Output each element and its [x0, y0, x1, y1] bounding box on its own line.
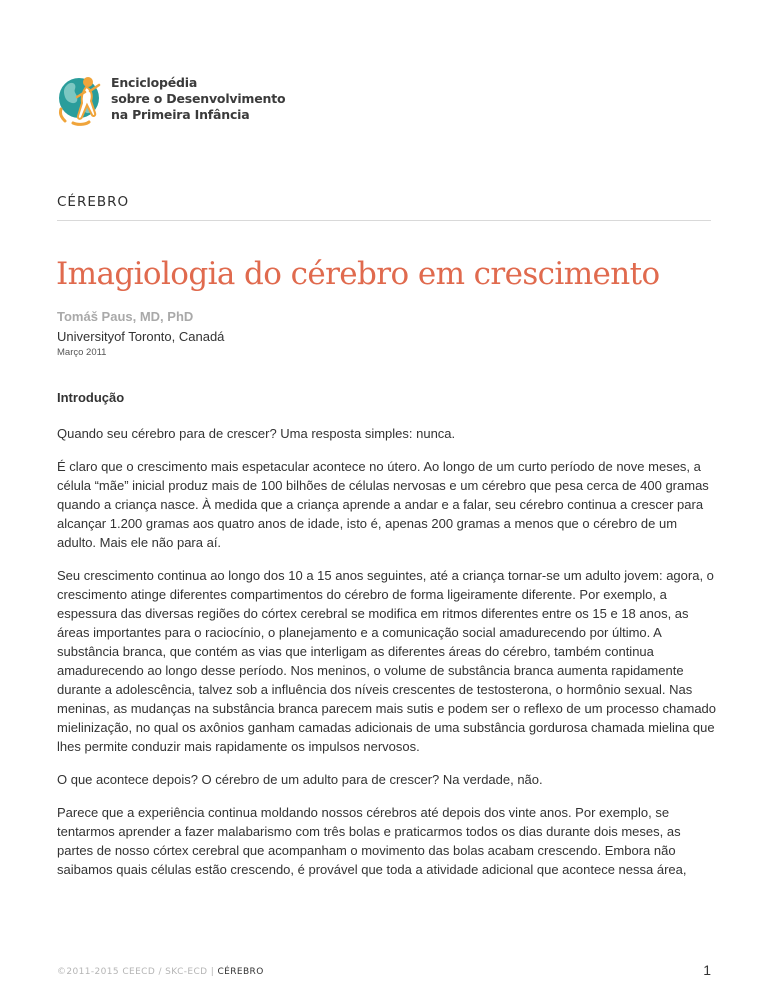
paragraph: É claro que o crescimento mais espetacular acontece no útero. Ao longo de um curto período de nove meses, a célula “mãe” inicial produz mais de 100 bilhões de células nervosas e um cérebro que pesa cerca de 400 gramas quando a criança nasce. À medida que a criança aprende a andar e a falar, seu cérebro continua a crescer para alcançar 1.200 gramas aos quatro anos de idade, isto é, apenas 200 gramas a menos que o cérebro de um adulto. Mais ele não para aí. — [57, 459, 709, 550]
section-divider — [57, 220, 711, 221]
encyclopedia-logo — [55, 73, 285, 131]
article-author: Tomáš Paus, MD, PhD — [57, 309, 194, 324]
page-footer — [57, 967, 264, 977]
paragraph: O que acontece depois? O cérebro de um adulto para de crescer? Na verdade, não. — [57, 772, 543, 787]
child-globe-icon — [55, 73, 105, 131]
logo-line-1: Enciclopédia — [111, 75, 198, 90]
author-affiliation: Universityof Toronto, Canadá — [57, 329, 225, 344]
page-number: 1 — [703, 962, 711, 978]
section-label: CÉREBRO — [57, 194, 130, 210]
logo-line-3: na Primeira Infância — [111, 107, 250, 122]
footer-section: CÉREBRO — [217, 967, 264, 977]
logo-wordmark — [111, 75, 285, 123]
logo-line-2: sobre o Desenvolvimento — [111, 91, 286, 106]
publication-date: Março 2011 — [57, 347, 107, 358]
article-body — [57, 424, 717, 893]
paragraph: Seu crescimento continua ao longo dos 10 a 15 anos seguintes, até a criança tornar-se um adulto jovem: agora, o crescimento atinge diferentes compartimentos do cérebro de forma ligeiramente diferente. Por exemplo, a espessura das diversas regiões do córtex cerebral se modifica em ritmos diferentes entre os 15 e 18 anos, as áreas importantes para o raciocínio, o planejamento e a comunicação social amadurecendo por último. A substância branca, que contém as vias que interligam as diferentes áreas do cérebro, também continua amadurecendo ao longo desse período. Nos meninos, o volume de substância branca aumenta rapidamente durante a adolescência, talvez sob a influência dos níveis crescentes de testosterona, o hormônio sexual. Nas meninas, as mudanças na substância branca parecem mais sutis e podem ser o reflexo de um processo chamado mielinização, no qual os axônios ganham camadas adicionais de uma substância gordurosa chamada mielina que lhes permite conduzir mais rapidamente os impulsos nervosos. — [57, 568, 717, 754]
footer-copyright: ©2011-2015 CEECD / SKC-ECD | — [57, 967, 218, 977]
article-title: Imagiologia do cérebro em crescimento — [56, 256, 660, 292]
section-heading: Introdução — [57, 390, 125, 405]
paragraph: Quando seu cérebro para de crescer? Uma resposta simples: nunca. — [57, 426, 456, 441]
paragraph: Parece que a experiência continua moldando nossos cérebros até depois dos vinte anos. Por exemplo, se tentarmos aprender a fazer malabarismo com três bolas e praticarmos todos os dias durante dois meses, as partes de nosso córtex cerebral que acompanham o movimento das bolas acabam crescendo. Embora não saibamos quais células estão crescendo, é provável que toda a atividade adicional que acontece nessa área, — [57, 805, 687, 877]
